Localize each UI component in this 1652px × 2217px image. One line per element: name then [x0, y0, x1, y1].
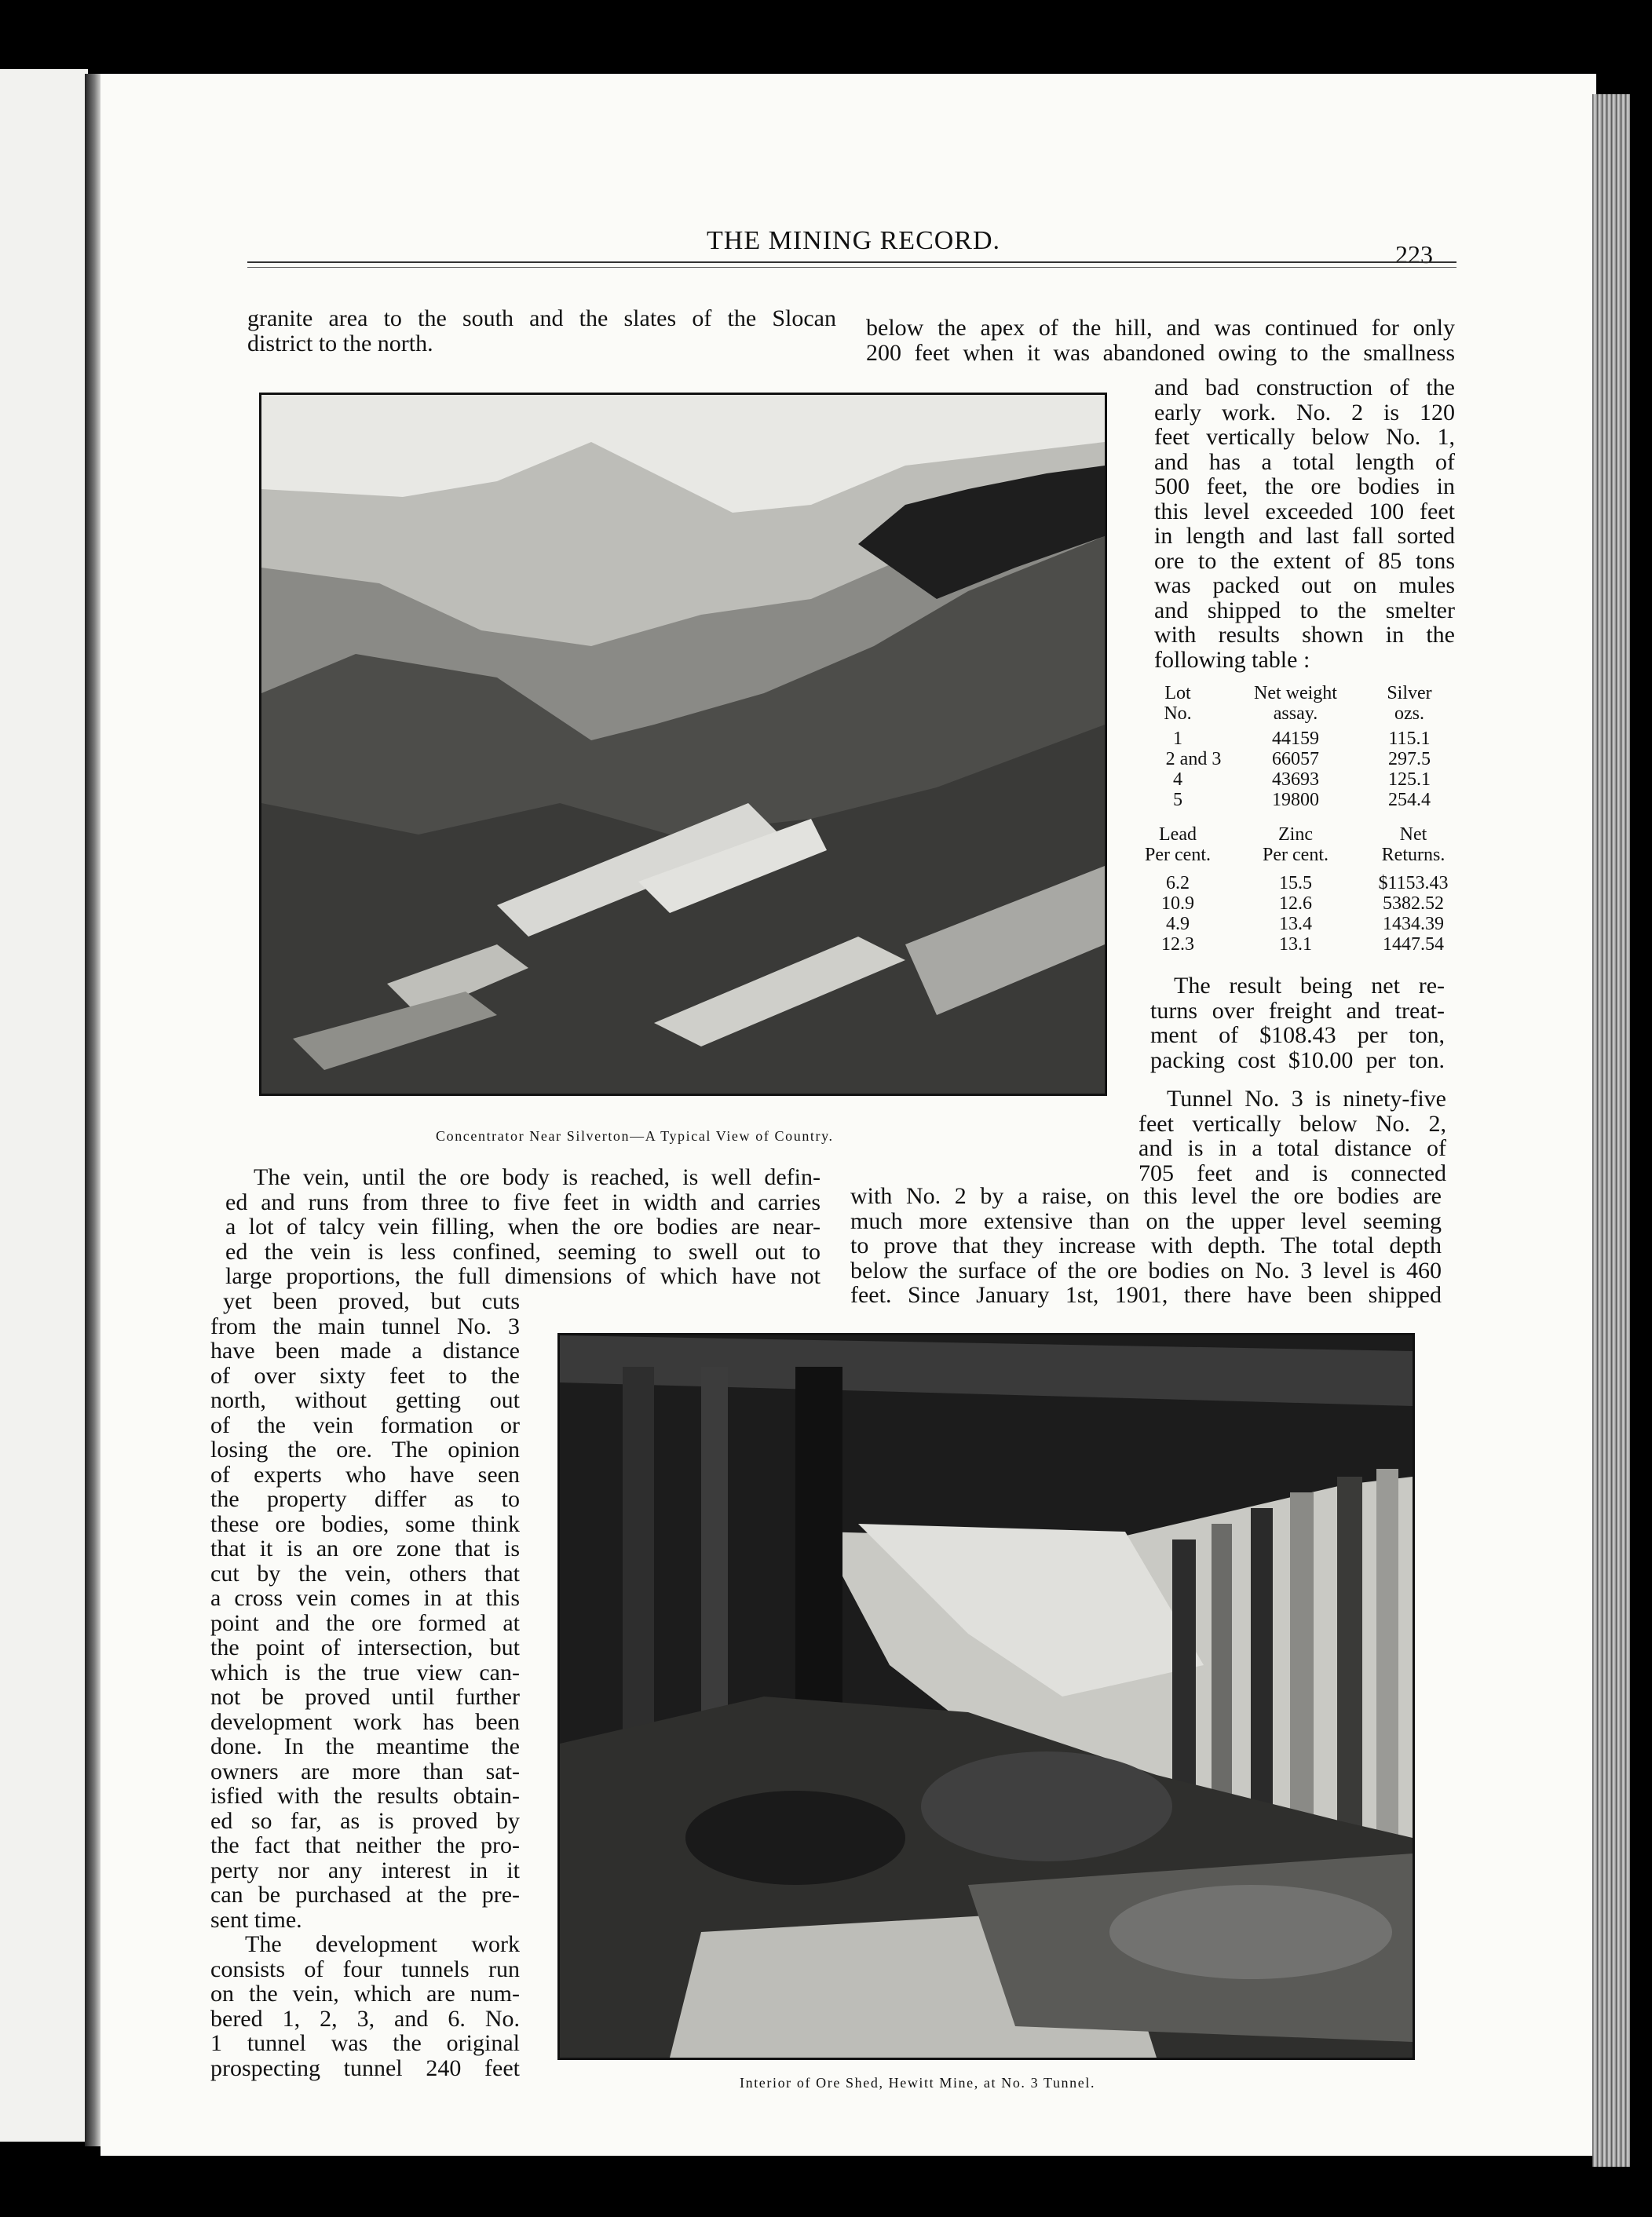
text-line: granite area to the south and the slates of the Slocan — [247, 305, 836, 331]
bottom-photo-caption: Interior of Ore Shed, Hewitt Mine, at No. 3 Tunnel. — [740, 2075, 1096, 2091]
text-line: of over sixty feet to the — [210, 1362, 520, 1389]
table-cell: 44159 — [1272, 729, 1319, 749]
table-cell: 12.6 — [1279, 893, 1312, 914]
text-line: not be proved until further — [210, 1684, 520, 1710]
text-line: with results shown in the — [1154, 622, 1455, 648]
text-line: below the apex of the hill, and was continued for only — [866, 315, 1455, 341]
table-cell: 2 and 3 — [1165, 749, 1222, 769]
text-line: ore to the extent of 85 tons — [1154, 547, 1455, 574]
text-line: ment of $108.43 per ton, — [1150, 1022, 1445, 1048]
right-column-top-text — [866, 316, 1455, 365]
text-line: can be purchased at the pre- — [210, 1882, 520, 1908]
table-cell: 12.3 — [1161, 934, 1194, 955]
text-line: in length and last fall sorted — [1154, 523, 1455, 549]
right-column-middle-text — [850, 1184, 1442, 1308]
table-header: Net weight assay. — [1254, 683, 1337, 724]
text-line: large proportions, the full dimensions of which have not — [225, 1263, 821, 1289]
text-line: losing the ore. The opinion — [210, 1437, 520, 1463]
text-line: done. In the meantime the — [210, 1733, 520, 1759]
table-cell: 254.4 — [1388, 790, 1431, 810]
text-line: sent time. — [210, 1906, 302, 1933]
text-line: district to the north. — [247, 330, 433, 356]
text-line: yet been proved, but cuts — [223, 1288, 520, 1314]
text-line: this level exceeded 100 feet — [1154, 498, 1455, 524]
text-line: 500 feet, the ore bodies in — [1154, 473, 1455, 499]
table-cell: 10.9 — [1161, 893, 1194, 914]
text-line: packing cost $10.00 per ton. — [1150, 1046, 1445, 1073]
ore-shed-photo — [557, 1333, 1415, 2060]
text-line: with No. 2 by a raise, on this level the ore bodies are — [850, 1183, 1442, 1209]
table-cell: 15.5 — [1279, 873, 1312, 893]
assay-table-2 — [1146, 824, 1460, 958]
table-header: Lead Per cent. — [1145, 824, 1211, 865]
text-line: owners are more than sat- — [210, 1758, 520, 1784]
running-head: THE MINING RECORD. — [707, 226, 1001, 255]
text-line: 1 tunnel was the original — [210, 2030, 520, 2056]
text-line: of experts who have seen — [210, 1461, 520, 1488]
left-page-edge — [0, 69, 88, 2142]
table-cell: 13.4 — [1279, 914, 1312, 934]
text-line: following table : — [1154, 646, 1310, 673]
text-line: have been made a distance — [210, 1338, 520, 1364]
text-line: feet vertically below No. 2, — [1138, 1110, 1446, 1137]
text-line: consists of four tunnels run — [210, 1956, 520, 1982]
text-line: below the surface of the ore bodies on No. 3 level is 460 — [850, 1257, 1442, 1284]
left-column-top-text — [247, 306, 836, 356]
text-line: point and the ore formed at — [210, 1609, 520, 1636]
text-line: that it is an ore zone that is — [210, 1536, 520, 1561]
table-cell: 13.1 — [1279, 934, 1312, 955]
table-cell: 19800 — [1272, 790, 1319, 810]
text-line: and bad construction of the — [1154, 374, 1455, 400]
text-line: bered 1, 2, 3, and 6. No. — [210, 2005, 520, 2032]
table-header: Lot No. — [1164, 683, 1192, 724]
header-rule-thin — [247, 267, 1456, 268]
text-line: Tunnel No. 3 is ninety-five — [1167, 1086, 1446, 1112]
text-line: feet vertically below No. 1, — [1154, 424, 1455, 450]
text-line: turns over freight and treat- — [1150, 997, 1445, 1024]
text-line: was packed out on mules — [1154, 572, 1455, 598]
header-rule — [247, 261, 1456, 263]
top-photo-caption: Concentrator Near Silverton—A Typical View of Country. — [436, 1128, 834, 1144]
table-cell: 115.1 — [1388, 729, 1431, 749]
table-cell: 4.9 — [1166, 914, 1190, 934]
text-line: and shipped to the smelter — [1154, 597, 1455, 623]
table-cell: 1447.54 — [1383, 934, 1444, 955]
vein-paragraph — [225, 1165, 821, 1289]
text-line: isfied with the results obtain- — [210, 1783, 520, 1809]
text-line: prospecting tunnel 240 feet — [210, 2054, 520, 2081]
table-cell: 6.2 — [1166, 873, 1190, 893]
text-line: ed so far, as is proved by — [210, 1807, 520, 1834]
table-cell: $1153.43 — [1378, 873, 1449, 893]
table-cell: 1 — [1173, 729, 1182, 749]
concentrator-photo — [259, 393, 1107, 1096]
text-line: to prove that they increase with depth. The total depth — [850, 1233, 1442, 1258]
text-line: The development work — [245, 1931, 520, 1957]
table-cell: 297.5 — [1388, 749, 1431, 769]
text-line: the point of intersection, but — [210, 1634, 520, 1660]
table-cell: 5 — [1173, 790, 1182, 810]
narrow-column-text — [210, 1289, 520, 2080]
text-line: early work. No. 2 is 120 — [1154, 399, 1455, 426]
beside-photo-text — [1154, 375, 1455, 672]
page-number: 223 — [1395, 240, 1433, 268]
table-cell: 1434.39 — [1383, 914, 1444, 934]
mountain-landscape-image — [261, 395, 1105, 1094]
table-cell: 66057 — [1272, 749, 1319, 769]
text-line: 705 feet and is connected — [1138, 1160, 1446, 1186]
text-line: and has a total length of — [1154, 448, 1455, 475]
text-line: feet. Since January 1st, 1901, there have been shipped — [850, 1282, 1442, 1308]
text-line: the property differ as to — [210, 1486, 520, 1512]
text-line: and is in a total distance of — [1138, 1135, 1446, 1161]
text-line: from the main tunnel No. 3 — [210, 1313, 520, 1339]
text-line: 200 feet when it was abandoned owing to the smallness — [866, 339, 1455, 366]
table-cell: 43693 — [1272, 769, 1319, 790]
table-cell: 4 — [1173, 769, 1182, 790]
ore-shed-interior-image — [560, 1335, 1413, 2058]
text-line: cut by the vein, others that — [210, 1560, 520, 1587]
text-line: a cross vein comes in at this — [210, 1585, 520, 1611]
tunnel3-paragraph — [1138, 1087, 1446, 1185]
table-cell: 5382.52 — [1383, 893, 1444, 914]
table-header: Net Returns. — [1381, 824, 1446, 865]
text-line: the fact that neither the pro- — [210, 1832, 520, 1858]
text-line: ed and runs from three to five feet in width and carries — [225, 1189, 821, 1215]
text-line: a lot of talcy vein filling, when the ore bodies are near- — [225, 1214, 821, 1240]
table-header: Zinc Per cent. — [1263, 824, 1329, 865]
text-line: which is the true view can- — [210, 1659, 520, 1686]
text-line: much more extensive than on the upper level seeming — [850, 1207, 1442, 1234]
page-fore-edge — [1592, 94, 1630, 2167]
result-paragraph — [1150, 973, 1445, 1072]
table-cell: 125.1 — [1388, 769, 1431, 790]
assay-table-1 — [1146, 683, 1460, 816]
text-line: development work has been — [210, 1708, 520, 1735]
table-header: Silver ozs. — [1387, 683, 1432, 724]
text-line: The vein, until the ore body is reached, is well defin- — [254, 1164, 821, 1190]
text-line: north, without getting out — [210, 1387, 520, 1413]
text-line: The result being net re- — [1174, 973, 1445, 999]
text-line: perty nor any interest in it — [210, 1857, 520, 1883]
text-line: ed the vein is less confined, seeming to swell out to — [225, 1238, 821, 1265]
text-line: these ore bodies, some think — [210, 1510, 520, 1537]
text-line: of the vein formation or — [210, 1412, 520, 1438]
text-line: on the vein, which are num- — [210, 1981, 520, 2007]
